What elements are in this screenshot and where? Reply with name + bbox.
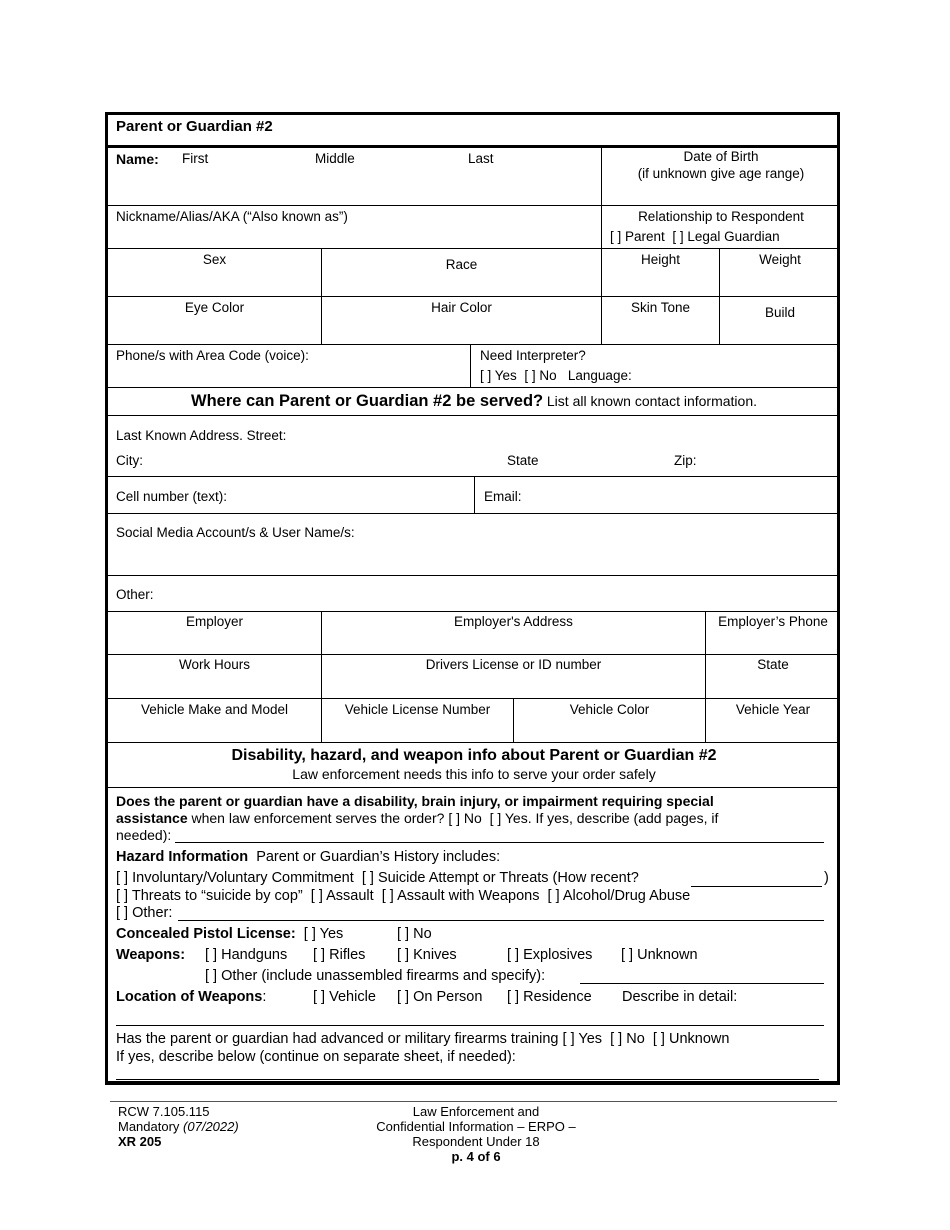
section-title: Parent or Guardian #2 [116,118,273,135]
location-vehicle-group [313,989,376,1005]
interpreter-label: Need Interpreter? [480,348,586,363]
training-unknown-label: Unknown [668,1031,730,1047]
location-person-group [397,989,482,1005]
disability-no-label: No [463,810,482,826]
parent-checkbox[interactable]: [ ] [610,229,622,244]
hazard-heading [116,849,500,865]
commitment-label: Involuntary/Voluntary Commitment [132,870,354,886]
footer-date: (07/2022) [183,1119,239,1134]
parent-option-label: Parent [625,229,665,244]
location-residence-label: Residence [523,989,592,1005]
hazard-other-line[interactable] [178,920,824,921]
served-heading [108,393,840,410]
suicide-by-cop-label: Threats to “suicide by cop” [131,888,303,904]
hazard-label: Hazard Information [116,849,249,865]
hair-color-label: Hair Color [431,300,492,315]
location-residence-checkbox[interactable]: [ ] [507,989,520,1005]
weapons-knives-group [397,947,457,963]
name-label: Name: [116,151,159,167]
handguns-label: Handguns [221,947,288,963]
zip-label: Zip: [674,453,697,468]
disability-needed-label: needed): [116,827,172,843]
interpreter-no-checkbox[interactable]: [ ] [524,368,536,383]
footer-form-number: XR 205 [118,1134,162,1149]
suicide-close-paren: ) [824,870,829,886]
training-question: Has the parent or guardian had advanced or military firearms training [116,1031,559,1047]
divider [705,611,706,742]
alcohol-checkbox[interactable]: [ ] [547,888,560,904]
weapons-other-label: Other (include unassembled firearms and specify): [221,968,546,984]
name-middle-label: Middle [315,151,355,166]
sex-label: Sex [202,252,227,267]
heavy-divider [108,145,837,148]
explosives-label: Explosives [523,947,593,963]
pistol-no-group [397,926,432,942]
rifles-label: Rifles [329,947,366,963]
training-row [116,1031,729,1047]
location-person-checkbox[interactable]: [ ] [397,989,410,1005]
divider [108,575,837,576]
divider [108,387,837,388]
handguns-checkbox[interactable]: [ ] [205,947,218,963]
street-label: Last Known Address. Street: [116,428,287,443]
employer-address-label: Employer's Address [454,614,573,629]
relationship-options [610,229,780,245]
suicide-checkbox[interactable]: [ ] [361,870,374,886]
assault-weapons-label: Assault with Weapons [397,888,540,904]
pistol-row [116,926,343,942]
vehicle-make-label: Vehicle Make and Model [140,702,289,717]
footer-center [326,1104,626,1164]
assault-weapons-checkbox[interactable]: [ ] [381,888,394,904]
footer-page-number: p. 4 of 6 [451,1149,501,1164]
interpreter-no-label: No [539,368,557,383]
location-describe-line[interactable] [116,1025,824,1026]
knives-checkbox[interactable]: [ ] [397,947,410,963]
other-label: Other: [116,587,154,602]
location-residence-group [507,989,592,1005]
legal-guardian-option-label: Legal Guardian [687,229,780,244]
divider [108,205,837,206]
divider [108,476,837,477]
name-first-label: First [182,151,209,166]
divider [108,611,837,612]
hazard-row-3 [116,905,172,921]
vehicle-plate-label: Vehicle License Number [344,702,491,717]
dob-label: Date of Birth [683,149,759,164]
divider [108,742,837,743]
weapons-explosives-group [507,947,592,963]
legal-guardian-checkbox[interactable]: [ ] [672,229,684,244]
build-label: Build [764,305,796,320]
weapons-other-checkbox[interactable]: [ ] [205,968,218,984]
footer-title-3: Respondent Under 18 [412,1134,540,1149]
rifles-checkbox[interactable]: [ ] [313,947,326,963]
training-yes-label: Yes [578,1031,603,1047]
footer-title-1: Law Enforcement and [412,1104,540,1119]
divider [108,513,837,514]
hazard-intro: Parent or Guardian’s History includes: [256,849,501,865]
pistol-yes-checkbox[interactable]: [ ] [303,926,316,942]
dob-note: (if unknown give age range) [637,166,805,181]
interpreter-options [480,368,632,384]
divider [108,787,837,788]
disability-question-line1: Does the parent or guardian have a disability, brain injury, or impairment requiring special [116,793,714,809]
assault-checkbox[interactable]: [ ] [310,888,323,904]
knives-label: Knives [413,947,457,963]
disability-describe-line[interactable] [175,842,824,843]
location-describe-label: Describe in detail: [622,989,738,1005]
location-colon: : [262,989,267,1005]
divider [108,415,837,416]
state-label: State [507,453,539,468]
explosives-checkbox[interactable]: [ ] [507,947,520,963]
employer-phone-label: Employer’s Phone [718,614,828,629]
divider [108,698,837,699]
training-yes-checkbox[interactable]: [ ] [562,1031,575,1047]
weapons-label: Weapons: [116,947,186,963]
weapons-other-group [205,968,545,984]
training-unknown-checkbox[interactable]: [ ] [652,1031,665,1047]
parent-guardian-2-form [105,112,840,1085]
language-label: Language: [567,368,632,383]
location-person-label: On Person [413,989,483,1005]
email-label: Email: [484,489,522,504]
hazard-row-1 [116,870,639,886]
pistol-yes-label: Yes [319,926,344,942]
divider [470,344,471,387]
pistol-no-label: No [413,926,432,942]
footer-rule [110,1101,837,1102]
name-last-label: Last [468,151,494,166]
disability-assistance: assistance [116,810,188,826]
disability-yes-checkbox[interactable]: [ ] [489,810,502,826]
race-label: Race [445,257,478,272]
divider [108,654,837,655]
footer-left [118,1104,239,1149]
vehicle-year-label: Vehicle Year [735,702,811,717]
hazard-other-checkbox[interactable]: [ ] [116,905,129,921]
weight-label: Weight [759,252,801,267]
height-label: Height [640,252,681,267]
training-no-checkbox[interactable]: [ ] [610,1031,623,1047]
weapons-unknown-label: Unknown [637,947,698,963]
nickname-label: Nickname/Alias/AKA (“Also known as”) [116,209,348,224]
pistol-no-checkbox[interactable]: [ ] [397,926,410,942]
assault-label: Assault [326,888,374,904]
suicide-recent-line[interactable] [691,886,822,887]
cell-label: Cell number (text): [116,489,228,504]
commitment-checkbox[interactable]: [ ] [116,870,129,886]
employer-label: Employer [185,614,244,629]
footer-rcw: RCW 7.105.115 [118,1104,210,1119]
skin-tone-label: Skin Tone [630,300,691,315]
interpreter-yes-label: Yes [494,368,517,383]
suicide-by-cop-checkbox[interactable]: [ ] [116,888,129,904]
eye-color-label: Eye Color [184,300,245,315]
relationship-label: Relationship to Respondent [638,209,804,224]
footer-mandatory-line [118,1119,239,1134]
location-vehicle-label: Vehicle [329,989,376,1005]
alcohol-label: Alcohol/Drug Abuse [562,888,691,904]
training-describe-line[interactable] [116,1079,819,1080]
hazard-row-2 [116,888,690,904]
weapons-handguns-group [205,947,287,963]
social-media-label: Social Media Account/s & User Name/s: [116,525,355,540]
training-describe-label: If yes, describe below (continue on separate sheet, if needed): [116,1049,516,1065]
hazard-section-subtitle: Law enforcement needs this info to serve your order safely [292,766,656,782]
divider [474,476,475,513]
license-state-label: State [757,657,789,672]
hazard-other-label: Other: [132,905,173,921]
location-vehicle-checkbox[interactable]: [ ] [313,989,326,1005]
weapons-rifles-group [313,947,365,963]
divider [108,344,837,345]
served-note: List all known contact information. [546,393,757,409]
weapons-unknown-checkbox[interactable]: [ ] [621,947,634,963]
license-label: Drivers License or ID number [425,657,602,672]
served-title: Where can Parent or Guardian #2 be served? [191,392,544,410]
city-label: City: [116,453,143,468]
location-heading [116,989,266,1005]
footer-mandatory: Mandatory [118,1119,180,1134]
work-hours-label: Work Hours [178,657,250,672]
suicide-label: Suicide Attempt or Threats (How recent? [377,870,639,886]
training-no-label: No [626,1031,645,1047]
divider [108,248,837,249]
hazard-section-title: Disability, hazard, and weapon info about Parent or Guardian #2 [231,747,717,764]
vehicle-color-label: Vehicle Color [569,702,650,717]
interpreter-yes-checkbox[interactable]: [ ] [480,368,492,383]
location-label: Location of Weapons [116,989,263,1005]
disability-when: when law enforcement serves the order? [187,810,445,826]
disability-question-line2 [116,810,718,826]
disability-yes-label: Yes. If yes, describe (add pages, if [504,810,719,826]
weapons-unknown-group [621,947,698,963]
divider [321,611,322,742]
footer-title-2: Confidential Information – ERPO – [376,1119,576,1134]
divider [108,296,837,297]
disability-no-checkbox[interactable]: [ ] [448,810,460,826]
phone-label: Phone/s with Area Code (voice): [116,348,309,363]
pistol-label: Concealed Pistol License: [116,926,296,942]
weapons-other-line[interactable] [580,983,824,984]
